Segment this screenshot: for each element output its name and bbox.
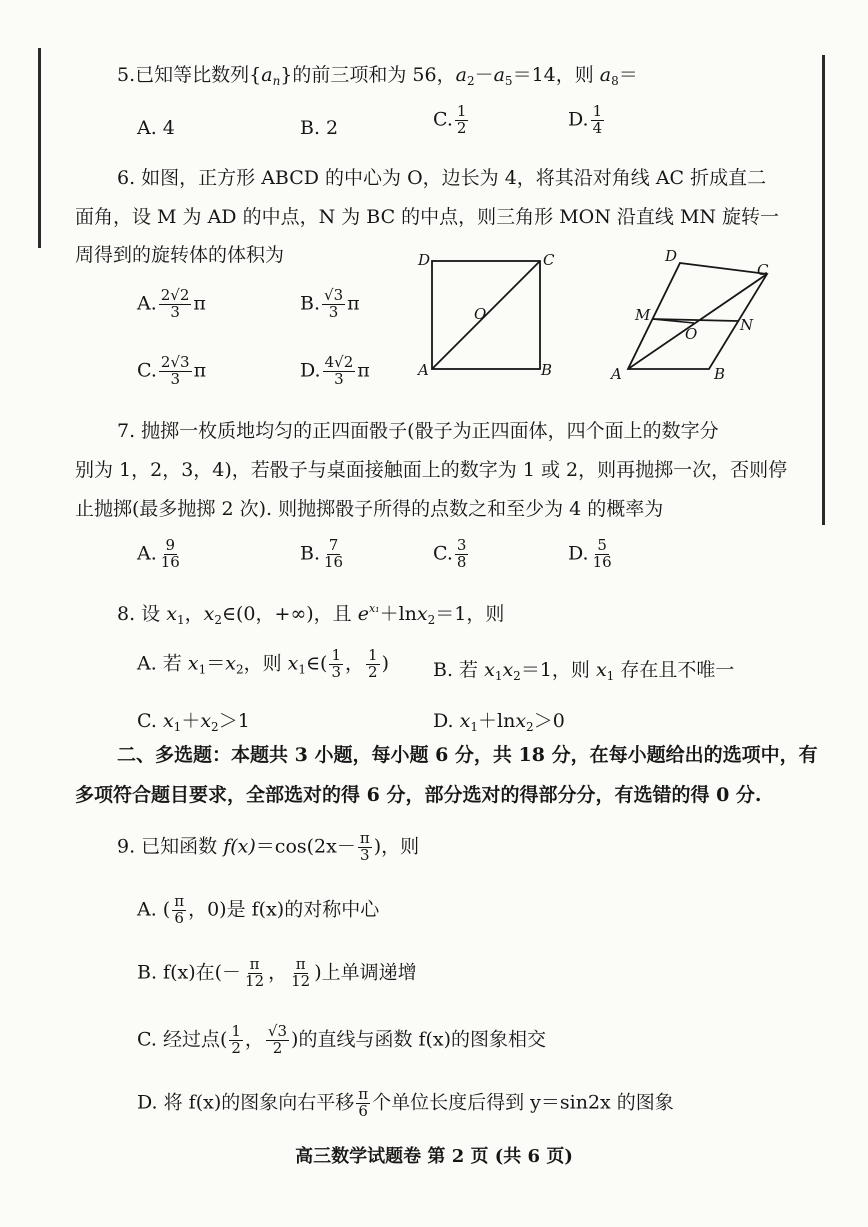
- label-c2: C: [757, 261, 769, 279]
- q9-option-c: C. 经过点( $\frac{1}{2}$ ， $\frac{√3}{2}$ )的直线与函数 f(x)的图象相交: [137, 1022, 547, 1057]
- label-c: C: [543, 251, 555, 269]
- label-d: D: [418, 251, 431, 269]
- q8-option-a: A. 若 $x_1=x_2$，则 $x_1\in$( $\frac{1}{3}$ ， $\frac{1}{2}$ ): [137, 646, 389, 681]
- section2-line2: 多项符合题目要求，全部选对的得 6 分，部分选对的得部分分，有选错的得 0 分.: [75, 784, 762, 806]
- q9-option-d: D. 将 f(x)的图象向右平移 $\frac{\pi}{6}$ 个单位长度后得到 y＝sin2x 的图象: [137, 1085, 674, 1120]
- q8-stem: 8. 设 $x_1$，$x_2\in(0$，+∞)，且 $e^{x_1}+\ln x_2=1$，则: [117, 602, 505, 627]
- q5-stem: 5.已知等比数列$\{a_n\}$的前三项和为 56，$a_2-a_5=14$，则 $a_8=$: [117, 64, 638, 88]
- label-m: M: [635, 306, 651, 324]
- square-figure: [410, 245, 560, 385]
- label-o: O: [474, 305, 487, 323]
- page-footer: 高三数学试题卷 第 2 页 (共 6 页): [295, 1146, 573, 1167]
- section2-line1: 二、多选题：本题共 3 小题，每小题 6 分，共 18 分，在每小题给出的选项中，有: [117, 744, 818, 766]
- q6-line1: 6. 如图，正方形 ABCD 的中心为 O，边长为 4，将其沿对角线 AC 折成直二: [117, 167, 767, 189]
- label-d2: D: [665, 247, 678, 265]
- scan-border-right: [822, 55, 825, 525]
- q9-option-b: B. f(x)在(－ $\frac{\pi}{12}$ ， $\frac{\pi}{12}$ )上单调递增: [137, 955, 417, 990]
- q5-option-d: D. $\frac{1}{4}$: [568, 102, 603, 137]
- q6-line3: 周得到的旋转体的体积为: [75, 244, 285, 266]
- q7-option-c: C. $\frac{3}{8}$: [433, 536, 467, 571]
- q7-option-a: A. $\frac{9}{16}$: [137, 536, 180, 571]
- label-a: A: [418, 361, 429, 379]
- q6-option-b: B. $\frac{√3}{3}$ π: [300, 286, 360, 321]
- q9-option-a: A. ( $\frac{\pi}{6}$ ，0)是 f(x)的对称中心: [137, 892, 380, 927]
- q7-option-d: D. $\frac{5}{16}$: [568, 536, 612, 571]
- label-a2: A: [611, 365, 622, 383]
- q6-option-c: C. $\frac{2√3}{3}$ π: [137, 353, 207, 388]
- q6-line2: 面角，设 M 为 AD 的中点，N 为 BC 的中点，则三角形 MON 沿直线 MN 旋转一: [75, 206, 780, 228]
- q8-option-b: B. 若 $x_1x_2=1$，则 $x_1$ 存在且不唯一: [433, 659, 735, 683]
- q9-stem: 9. 已知函数 f(x)＝cos(2x－ $\frac{\pi}{3}$ )，则: [117, 829, 420, 864]
- q7-line3: 止抛掷(最多抛掷 2 次). 则抛掷骰子所得的点数之和至少为 4 的概率为: [75, 498, 664, 520]
- q6-option-d: D. $\frac{4√2}{3}$ π: [300, 353, 370, 388]
- folded-figure: [605, 245, 790, 385]
- q7-option-b: B. $\frac{7}{16}$: [300, 536, 344, 571]
- q8-option-d: D. $x_1+\ln x_2>0$: [433, 710, 565, 734]
- q7-line1: 7. 抛掷一枚质地均匀的正四面骰子(骰子为正四面体，四个面上的数字分: [117, 420, 719, 442]
- label-o2: O: [685, 325, 698, 343]
- label-n: N: [740, 316, 754, 334]
- q5-option-c: C. $\frac{1}{2}$: [433, 102, 467, 137]
- q8-option-c: C. $x_1+x_2>1$: [137, 710, 250, 734]
- q5-option-b: B. 2: [300, 117, 339, 139]
- label-b2: B: [714, 365, 726, 383]
- q6-option-a: A. $\frac{2√2}{3}$ π: [137, 286, 206, 321]
- label-b: B: [541, 361, 553, 379]
- q5-option-a: A. 4: [137, 117, 175, 139]
- q7-line2: 别为 1，2，3，4)，若骰子与桌面接触面上的数字为 1 或 2，则再抛掷一次，否则停: [75, 459, 788, 481]
- scan-border-left: [38, 48, 41, 248]
